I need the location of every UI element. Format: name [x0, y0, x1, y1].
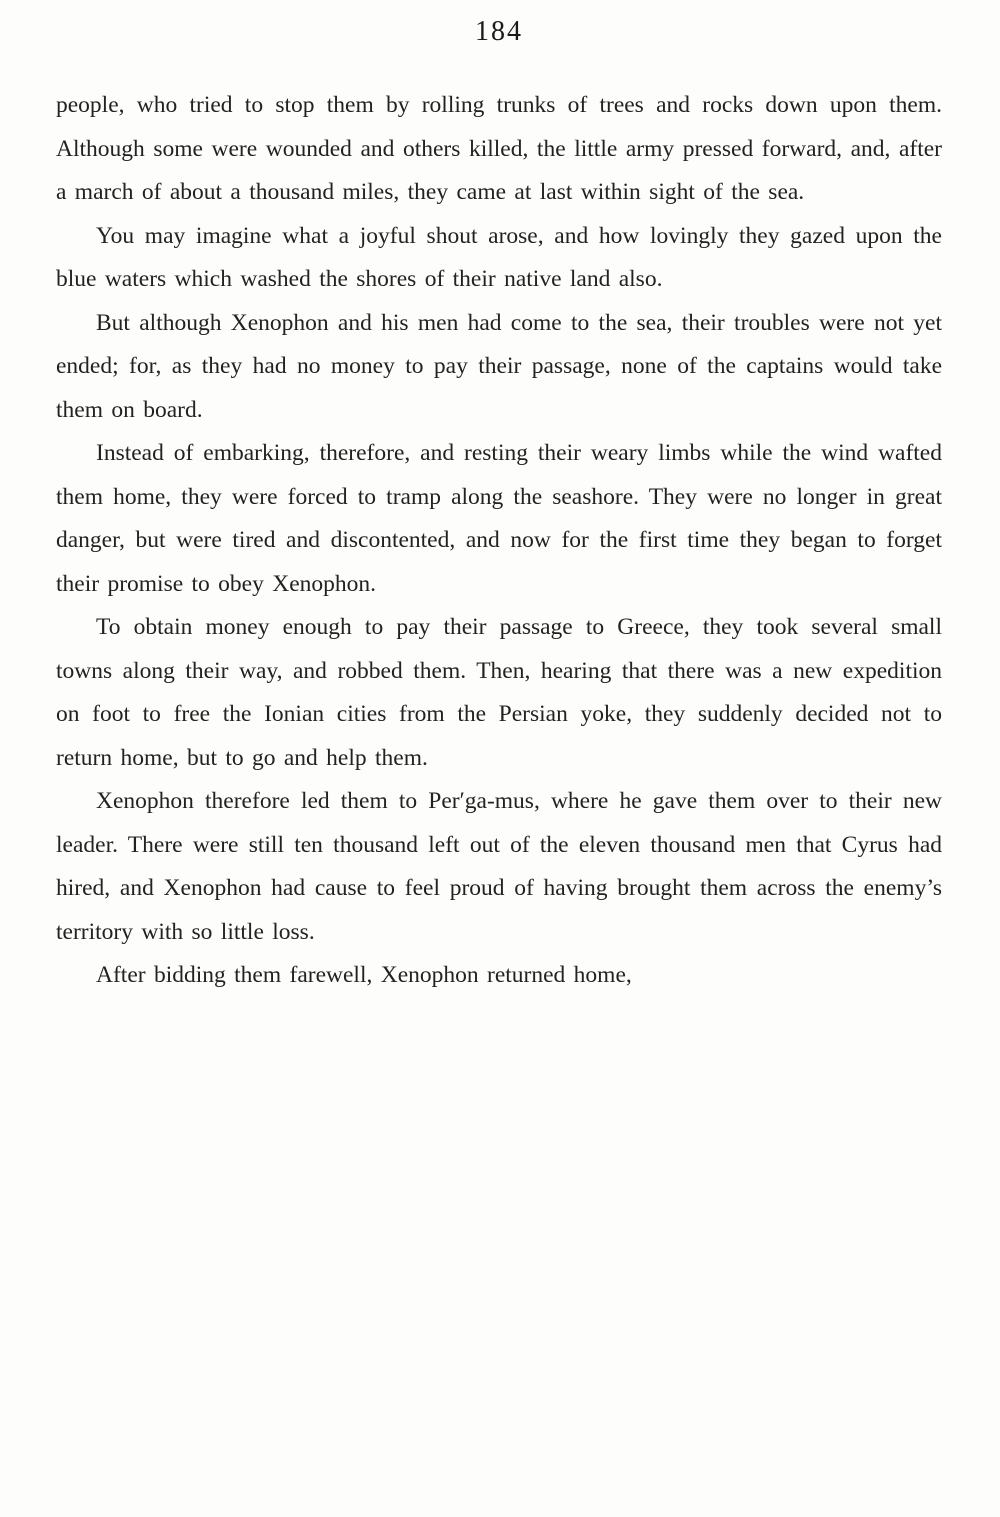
paragraph: You may imagine what a joyful shout arose, and how lovingly they gazed upon the blue waters which washed the shores of their native land also.: [56, 222, 942, 292]
page-number: 184: [475, 16, 523, 47]
paragraph: But although Xenophon and his men had come to the sea, their troubles were not yet ended; for, as they had no money to pay their passage, none of the captains would take them on board.: [56, 309, 942, 423]
paragraph: To obtain money enough to pay their passage to Greece, they took several small towns along their way, and robbed them. Then, hearing that there was a new expedition on foot to free the Ionian cities from the Persian yoke, they suddenly decided not to return home, but to go and help them.: [56, 614, 942, 771]
page-body-text: [56, 84, 942, 998]
paragraph: Xenophon therefore led them to Per′ga-mus, where he gave them over to their new leader. There were still ten thousand left out of the eleven thousand men that Cyrus had hired, and Xenophon had cause to feel proud of having brought them across the enemy’s territory with so little loss.: [56, 788, 942, 945]
paragraph: people, who tried to stop them by rolling trunks of trees and rocks down upon them. Although some were wounded and others killed, the little army pressed forward, and, after a march of about a thousand miles, they came at last within sight of the sea.: [56, 92, 942, 205]
paragraph: Instead of embarking, therefore, and resting their weary limbs while the wind wafted them home, they were forced to tramp along the seashore. They were no longer in great danger, but were tired and discontented, and now for the first time they began to forget their promise to obey Xenophon.: [56, 440, 942, 597]
paragraph: After bidding them farewell, Xenophon returned home,: [96, 962, 632, 988]
